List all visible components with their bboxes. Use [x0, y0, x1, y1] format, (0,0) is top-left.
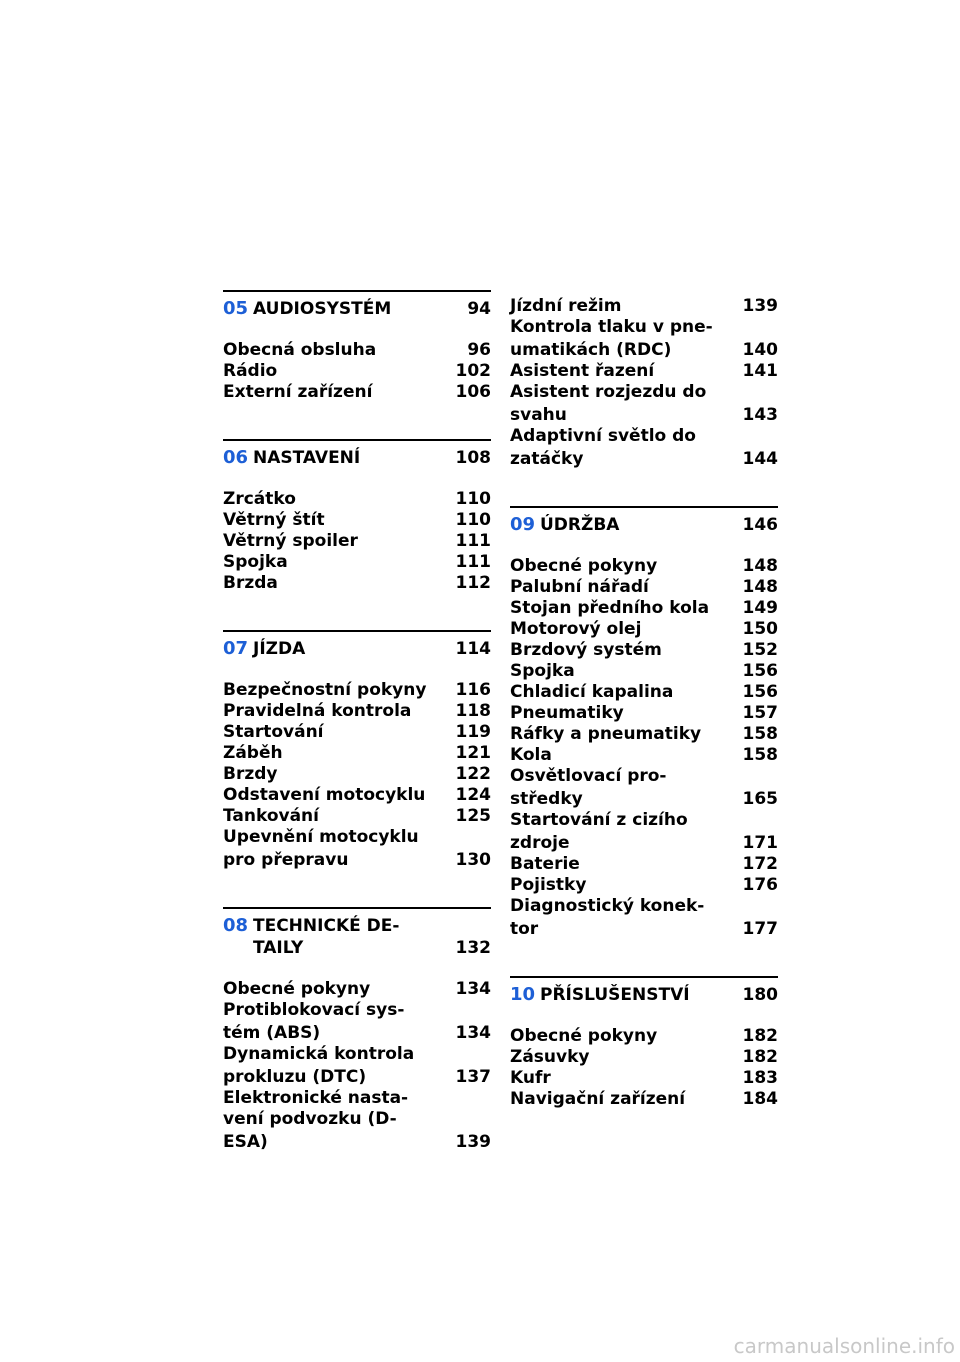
toc-entry-row — [510, 1026, 778, 1047]
toc-entry[interactable] — [510, 896, 778, 940]
toc-entry-row — [223, 680, 491, 701]
toc-entry-title-line: Diagnostický konek- — [510, 896, 705, 916]
toc-entry[interactable] — [223, 827, 491, 871]
toc-entry[interactable] — [510, 426, 778, 470]
toc-entry-title-line: pro přepravu — [223, 850, 349, 870]
toc-entry-page: 139 — [742, 296, 778, 316]
toc-entry-title-line: Jízdní režim — [510, 296, 622, 316]
section-title — [540, 514, 778, 536]
toc-entry-page: 111 — [455, 552, 491, 572]
toc-entry-row — [223, 531, 491, 552]
toc-entry-row — [510, 598, 778, 619]
toc-entry-row — [510, 833, 778, 854]
section-title-text: JÍZDA — [253, 639, 306, 659]
toc-entry[interactable] — [510, 1047, 778, 1068]
toc-entry-row — [223, 361, 491, 382]
toc-entry[interactable] — [223, 552, 491, 573]
toc-entry-title-line: Záběh — [223, 743, 283, 763]
toc-entry-title-line: Palubní nářadí — [510, 577, 649, 597]
lead-entries — [510, 296, 778, 470]
toc-section — [223, 907, 491, 1153]
section-title — [253, 447, 491, 469]
toc-entry-row — [510, 1047, 778, 1068]
toc-entry-row — [510, 875, 778, 896]
section-title-text: PŘÍSLUŠENSTVÍ — [540, 985, 690, 1005]
toc-entry-page: 141 — [742, 361, 778, 381]
toc-entry-title-line: svahu — [510, 405, 567, 425]
toc-entry-page: 106 — [455, 382, 491, 402]
toc-entry-page: 182 — [742, 1026, 778, 1046]
toc-entry[interactable] — [510, 1026, 778, 1047]
toc-entry[interactable] — [223, 489, 491, 510]
section-title-line — [253, 915, 491, 937]
toc-entry[interactable] — [510, 317, 778, 361]
toc-entry[interactable] — [510, 661, 778, 682]
toc-entry-title-line: Odstavení motocyklu — [223, 785, 426, 805]
section-page: 94 — [467, 299, 491, 319]
toc-entry-title-line: Pojistky — [510, 875, 587, 895]
section-heading[interactable] — [223, 441, 491, 469]
toc-entry-page: 158 — [742, 745, 778, 765]
section-page: 108 — [455, 448, 491, 468]
section-title-line — [253, 638, 491, 660]
watermark: carmanualsonline.info — [733, 1334, 955, 1358]
toc-entry-page: 143 — [742, 405, 778, 425]
section-page: 146 — [742, 515, 778, 535]
toc-entry-title-line: Startování — [223, 722, 324, 742]
toc-entry-title-line: Pravidelná kontrola — [223, 701, 412, 721]
section-title-text: TAILY — [253, 938, 304, 958]
section-heading[interactable] — [223, 909, 491, 959]
toc-entry-title-line: vení podvozku (D- — [223, 1109, 397, 1129]
toc-entry[interactable] — [510, 682, 778, 703]
toc-entry-title-line: Brzdy — [223, 764, 278, 784]
toc-entry[interactable] — [510, 745, 778, 766]
section-entries — [223, 340, 491, 403]
toc-entry-page: 119 — [455, 722, 491, 742]
toc-entry-page: 152 — [742, 640, 778, 660]
toc-entry-title-line: Rádio — [223, 361, 278, 381]
toc-entry-title-line: Kola — [510, 745, 552, 765]
toc-entry-row — [223, 1023, 491, 1044]
toc-entry-title-line: Upevnění motocyklu — [223, 827, 419, 847]
toc-entry[interactable] — [510, 703, 778, 724]
toc-entry-title-line: Obecné pokyny — [510, 1026, 658, 1046]
toc-entry-page: 116 — [455, 680, 491, 700]
toc-entry-row — [510, 854, 778, 875]
toc-entry-page: 183 — [742, 1068, 778, 1088]
toc-entry-page: 140 — [742, 340, 778, 360]
toc-entry-page: 102 — [455, 361, 491, 381]
toc-entry-title-line: Větrný spoiler — [223, 531, 358, 551]
toc-entry[interactable] — [223, 680, 491, 701]
toc-entry[interactable] — [510, 766, 778, 810]
toc-entry[interactable] — [223, 361, 491, 382]
toc-entry-title-line: Zásuvky — [510, 1047, 590, 1067]
toc-entry-page: 118 — [455, 701, 491, 721]
toc-entry-row — [510, 1089, 778, 1110]
section-entries — [510, 556, 778, 940]
toc-entry-title-line: Osvětlovací pro- — [510, 766, 667, 786]
toc-entry[interactable] — [510, 854, 778, 875]
toc-entry-row — [223, 552, 491, 573]
toc-entry-title-line: Dynamická kontrola — [223, 1044, 415, 1064]
toc-entry-row — [510, 745, 778, 766]
toc-entry-title-line: Kufr — [510, 1068, 551, 1088]
toc-entry-page: 182 — [742, 1047, 778, 1067]
toc-entry-page: 148 — [742, 556, 778, 576]
toc-entry-page: 110 — [455, 489, 491, 509]
toc-entry-row — [223, 573, 491, 594]
section-title-text: TECHNICKÉ DE- — [253, 916, 400, 936]
toc-entry-row — [223, 510, 491, 531]
section-number: 05 — [223, 298, 249, 319]
toc-entry-row — [223, 850, 491, 871]
section-title — [253, 915, 491, 959]
section-title-line — [253, 937, 491, 959]
toc-entry-page: 144 — [742, 449, 778, 469]
toc-entry-title-line: Větrný štít — [223, 510, 325, 530]
section-page: 132 — [455, 938, 491, 958]
toc-entry-page: 158 — [742, 724, 778, 744]
toc-entry-row — [510, 619, 778, 640]
toc-entry[interactable] — [510, 598, 778, 619]
section-page: 180 — [742, 985, 778, 1005]
toc-entry[interactable] — [510, 296, 778, 317]
section-entries — [510, 1026, 778, 1110]
toc-entry-page: 130 — [455, 850, 491, 870]
section-title-line — [540, 984, 778, 1006]
toc-entry-row — [510, 640, 778, 661]
toc-entry-row — [510, 682, 778, 703]
toc-section — [510, 506, 778, 940]
section-entries — [223, 489, 491, 594]
toc-entry[interactable] — [510, 724, 778, 745]
toc-entry-row — [223, 701, 491, 722]
toc-entry[interactable] — [223, 1088, 491, 1153]
toc-entry[interactable] — [510, 619, 778, 640]
section-title-text: ÚDRŽBA — [540, 515, 620, 535]
toc-entry[interactable] — [223, 722, 491, 743]
toc-entry-title-line: Chladicí kapalina — [510, 682, 674, 702]
toc-entry[interactable] — [510, 810, 778, 854]
toc-entry-row — [223, 743, 491, 764]
toc-entry[interactable] — [510, 577, 778, 598]
toc-entry-row — [510, 789, 778, 810]
section-title — [253, 638, 491, 660]
toc-entry-title-line: Obecné pokyny — [510, 556, 658, 576]
toc-entry[interactable] — [223, 764, 491, 785]
section-title-line — [253, 447, 491, 469]
toc-entry-row — [223, 722, 491, 743]
toc-entry-page: 156 — [742, 682, 778, 702]
toc-entry-title-line: Obecné pokyny — [223, 979, 371, 999]
toc-entry-row — [223, 489, 491, 510]
toc-entry-row — [510, 405, 778, 426]
section-number: 07 — [223, 638, 249, 659]
section-heading[interactable] — [223, 632, 491, 660]
toc-entry-row — [510, 556, 778, 577]
toc-entry[interactable] — [223, 510, 491, 531]
toc-entry[interactable] — [510, 361, 778, 382]
toc-entry-row — [510, 577, 778, 598]
toc-entry-title-line: Spojka — [223, 552, 288, 572]
toc-entry-page: 176 — [742, 875, 778, 895]
toc-right-column — [510, 290, 778, 1110]
toc-entry-title-line: tor — [510, 919, 539, 939]
toc-entry-title-line: Motorový olej — [510, 619, 642, 639]
toc-entry[interactable] — [223, 806, 491, 827]
toc-entry-page: 139 — [455, 1132, 491, 1152]
toc-entry-title-line: zatáčky — [510, 449, 584, 469]
section-number: 08 — [223, 915, 249, 936]
toc-entry-page: 137 — [455, 1067, 491, 1087]
toc-entry-title-line: Zrcátko — [223, 489, 296, 509]
toc-entry[interactable] — [510, 875, 778, 896]
toc-left-column — [223, 290, 491, 1153]
toc-entry-title-line: Kontrola tlaku v pne- — [510, 317, 713, 337]
toc-entry-page: 171 — [742, 833, 778, 853]
toc-entry-title-line: Tankování — [223, 806, 319, 826]
toc-entry-title-line: Spojka — [510, 661, 575, 681]
toc-entry[interactable] — [223, 701, 491, 722]
toc-entry-page: 111 — [455, 531, 491, 551]
toc-entry-page: 156 — [742, 661, 778, 681]
toc-entry-page: 96 — [467, 340, 491, 360]
toc-entry-title-line: Brzdový systém — [510, 640, 662, 660]
toc-entry-row — [223, 382, 491, 403]
toc-entry[interactable] — [223, 979, 491, 1000]
toc-entry-row — [510, 340, 778, 361]
toc-entry[interactable] — [223, 382, 491, 403]
toc-entry-row — [510, 1068, 778, 1089]
toc-entry-page: 121 — [455, 743, 491, 763]
toc-entry-title-line: Ráfky a pneumatiky — [510, 724, 702, 744]
toc-section — [223, 439, 491, 594]
section-number: 09 — [510, 514, 536, 535]
toc-entry-title-line: Stojan předního kola — [510, 598, 710, 618]
toc-entry-title-line: umatikách (RDC) — [510, 340, 672, 360]
toc-entry[interactable] — [510, 556, 778, 577]
toc-entry-title-line: Pneumatiky — [510, 703, 624, 723]
section-heading[interactable] — [223, 292, 491, 320]
section-title — [253, 298, 491, 320]
section-title-text: AUDIOSYSTÉM — [253, 299, 392, 319]
toc-entry-title-line: Asistent řazení — [510, 361, 655, 381]
toc-entry-row — [223, 1132, 491, 1153]
toc-entry-title-line: Startování z cizího — [510, 810, 688, 830]
toc-entry[interactable] — [510, 1089, 778, 1110]
toc-entry-row — [510, 724, 778, 745]
toc-entry-title-line: Bezpečnostní pokyny — [223, 680, 427, 700]
toc-entry-page: 149 — [742, 598, 778, 618]
toc-entry-row — [510, 296, 778, 317]
toc-entry[interactable] — [223, 1044, 491, 1088]
toc-entry-page: 165 — [742, 789, 778, 809]
toc-entry[interactable] — [223, 743, 491, 764]
section-title-line — [253, 298, 491, 320]
toc-entry-title-line: Baterie — [510, 854, 580, 874]
toc-entry-title-line: Elektronické nasta- — [223, 1088, 409, 1108]
toc-entry[interactable] — [510, 640, 778, 661]
toc-entry-title-line: tém (ABS) — [223, 1023, 321, 1043]
toc-section — [223, 290, 491, 403]
toc-entry-row — [510, 449, 778, 470]
toc-entry[interactable] — [223, 531, 491, 552]
toc-entry[interactable] — [223, 1000, 491, 1044]
toc-section — [223, 630, 491, 871]
toc-entry[interactable] — [510, 382, 778, 426]
toc-entry[interactable] — [223, 573, 491, 594]
toc-entry-title-line: Externí zařízení — [223, 382, 373, 402]
toc-entry-page: 110 — [455, 510, 491, 530]
toc-entry-page: 148 — [742, 577, 778, 597]
toc-entry-title-line: ESA) — [223, 1132, 268, 1152]
section-title-text: NASTAVENÍ — [253, 448, 361, 468]
toc-entry[interactable] — [223, 785, 491, 806]
toc-entry-row — [510, 361, 778, 382]
toc-entry-row — [223, 340, 491, 361]
section-title-line — [540, 514, 778, 536]
section-title — [540, 984, 778, 1006]
section-page: 114 — [455, 639, 491, 659]
toc-entry-row — [223, 1067, 491, 1088]
section-entries — [223, 979, 491, 1153]
toc-entry-row — [223, 764, 491, 785]
toc-entry-row — [510, 703, 778, 724]
toc-entry-row — [223, 806, 491, 827]
section-heading[interactable] — [510, 978, 778, 1006]
toc-entry-title-line: středky — [510, 789, 583, 809]
toc-entry-page: 125 — [455, 806, 491, 826]
toc-entry-page: 134 — [455, 979, 491, 999]
toc-entry-page: 112 — [455, 573, 491, 593]
toc-entry-page: 172 — [742, 854, 778, 874]
toc-entry-page: 150 — [742, 619, 778, 639]
toc-entry[interactable] — [223, 340, 491, 361]
section-entries — [223, 680, 491, 871]
toc-entry-page: 184 — [742, 1089, 778, 1109]
toc-section — [510, 976, 778, 1110]
toc-entry-title-line: zdroje — [510, 833, 570, 853]
toc-entry-title-line: Navigační zařízení — [510, 1089, 686, 1109]
toc-entry-page: 122 — [455, 764, 491, 784]
section-number: 10 — [510, 984, 536, 1005]
toc-entry-page: 134 — [455, 1023, 491, 1043]
toc-entry-title-line: prokluzu (DTC) — [223, 1067, 367, 1087]
toc-entry-row — [510, 661, 778, 682]
toc-entry-page: 157 — [742, 703, 778, 723]
toc-entry-title-line: Brzda — [223, 573, 278, 593]
toc-entry-row — [223, 785, 491, 806]
section-heading[interactable] — [510, 508, 778, 536]
toc-entry-page: 124 — [455, 785, 491, 805]
toc-entry-title-line: Adaptivní světlo do — [510, 426, 696, 446]
section-number: 06 — [223, 447, 249, 468]
toc-entry-title-line: Asistent rozjezdu do — [510, 382, 707, 402]
toc-entry-page: 177 — [742, 919, 778, 939]
toc-entry[interactable] — [510, 1068, 778, 1089]
toc-entry-row — [223, 979, 491, 1000]
toc-entry-row — [510, 919, 778, 940]
toc-entry-title-line: Protiblokovací sys- — [223, 1000, 405, 1020]
toc-entry-title-line: Obecná obsluha — [223, 340, 377, 360]
